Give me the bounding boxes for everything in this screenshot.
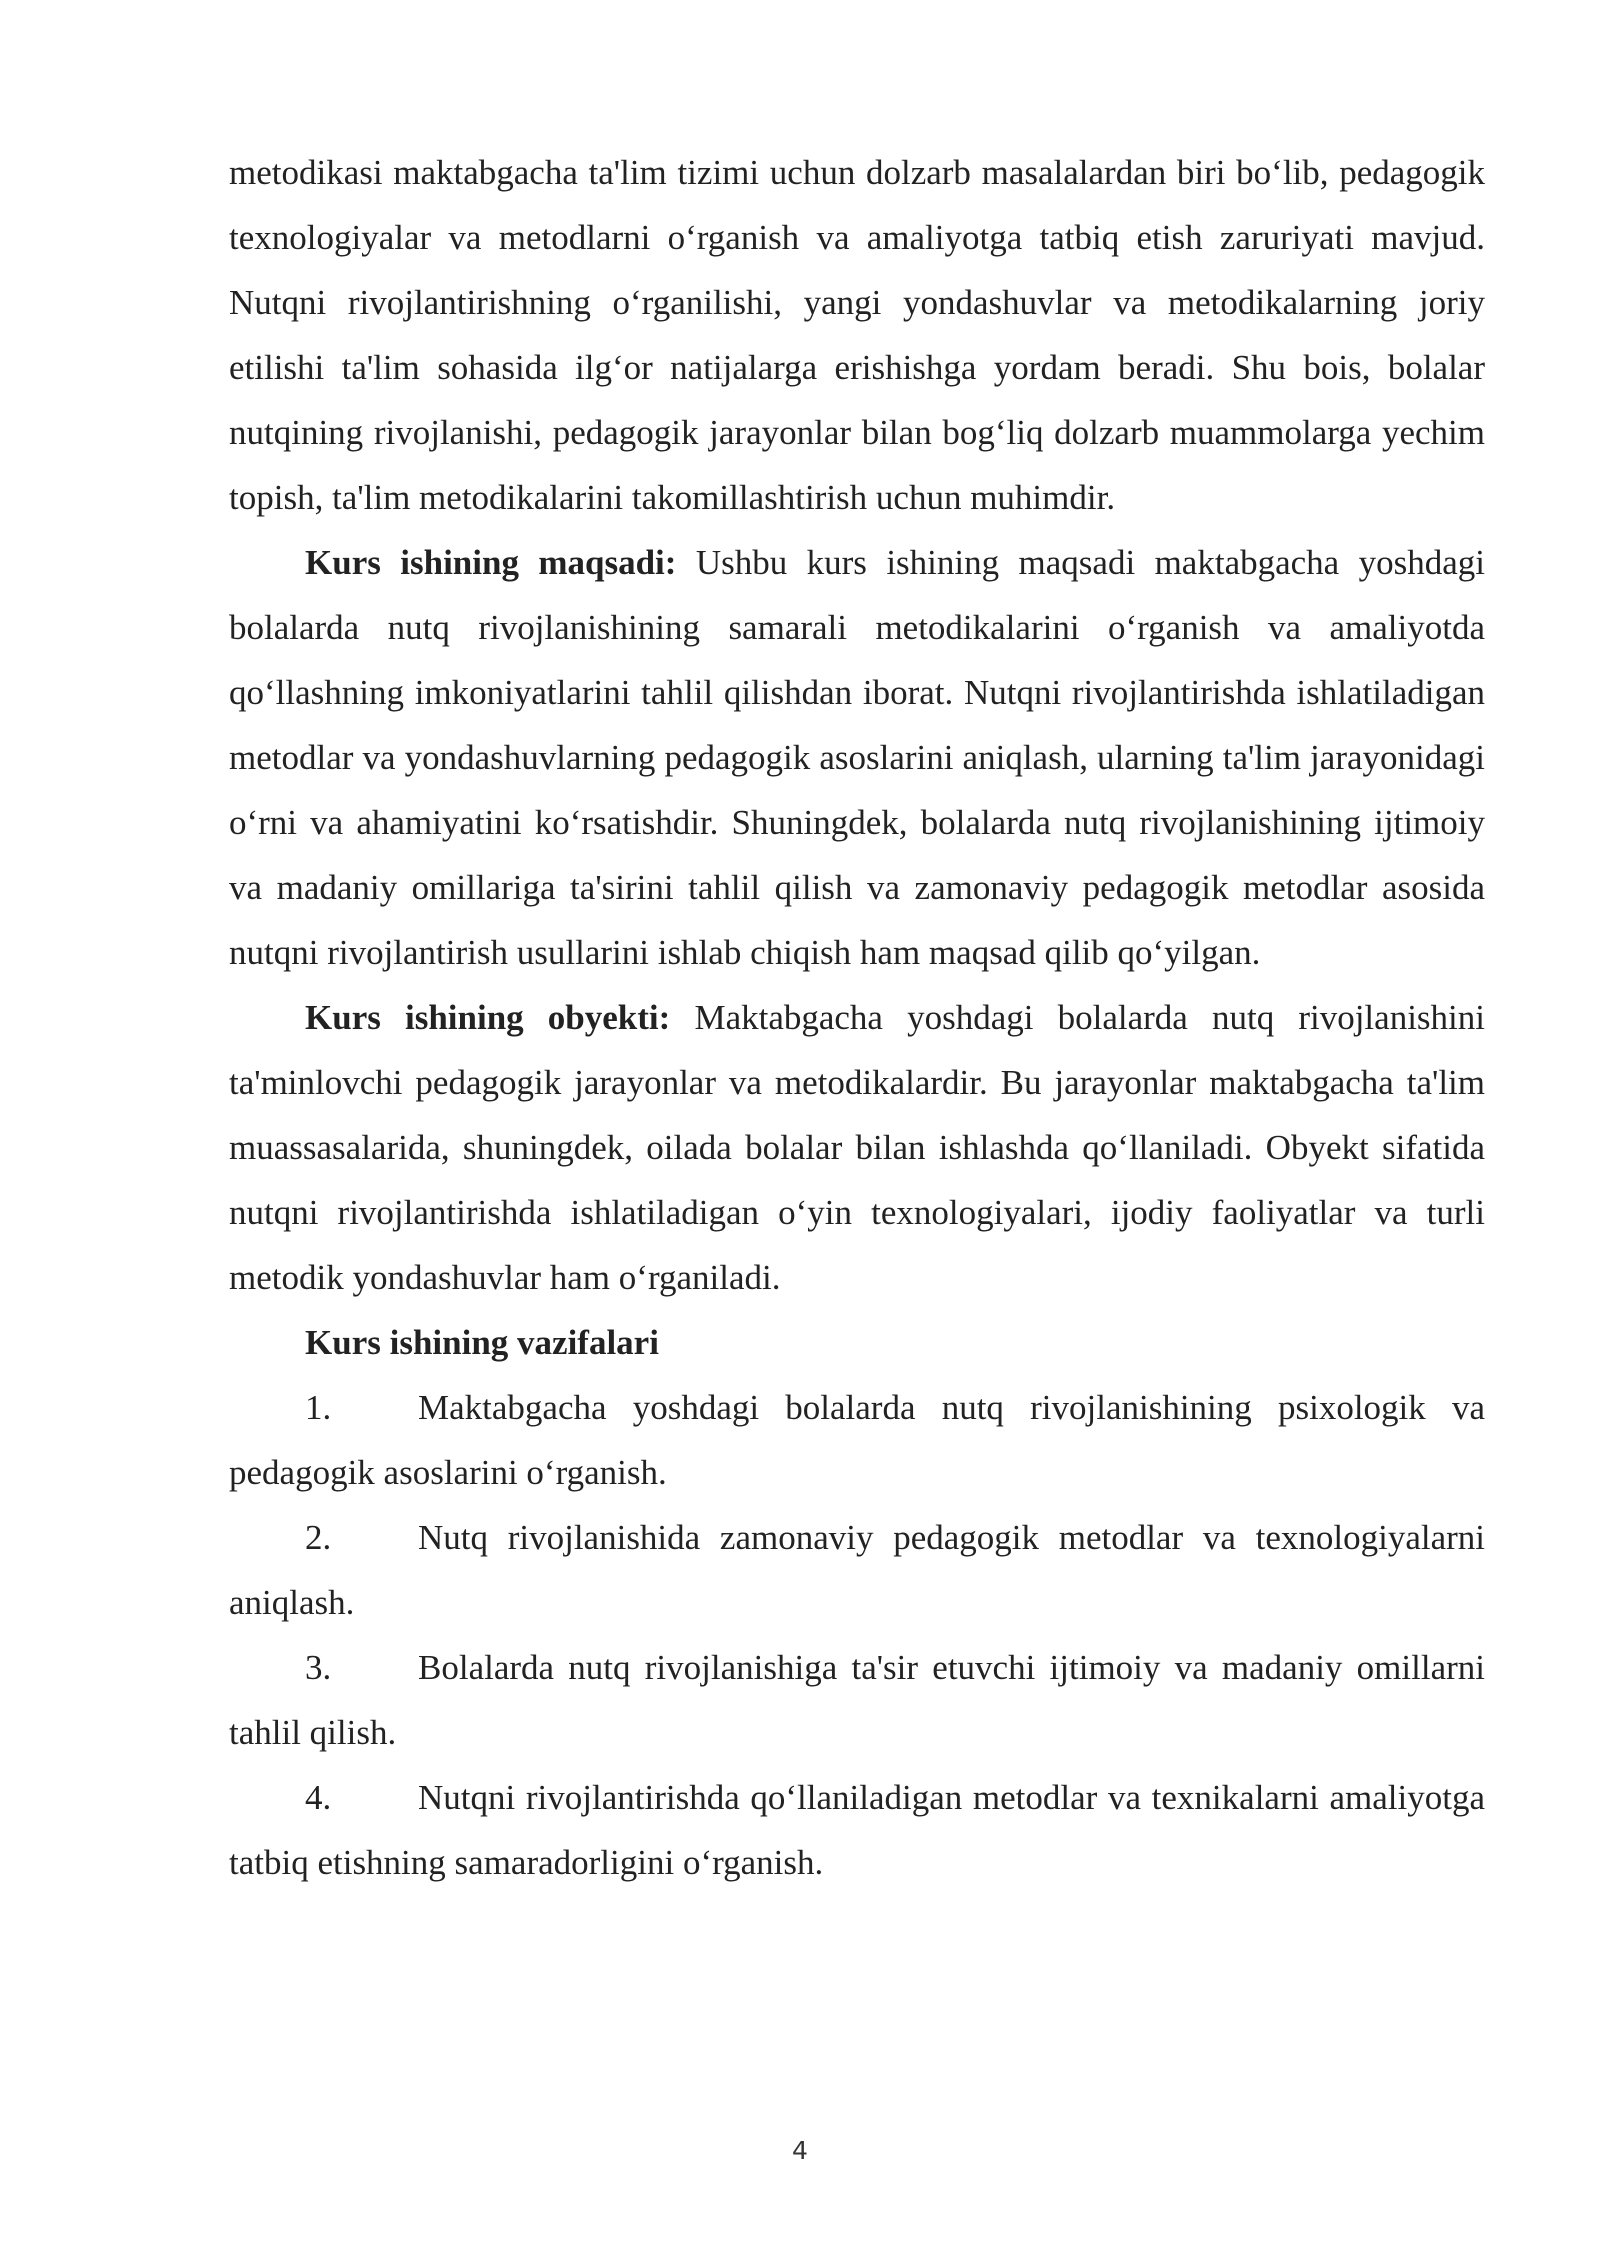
task-number-2: 2. (305, 1518, 332, 1557)
object-paragraph (229, 985, 1485, 1310)
task-number-1: 1. (305, 1388, 332, 1427)
intro-paragraph: metodikasi maktabgacha ta'lim tizimi uchun dolzarb masalalardan biri bo‘lib, pedagogik texnologiyalar va metodlarni o‘rganish va amaliyotga tatbiq etish zaruriyati mavjud. Nutqni rivojlantirishning o‘rganilishi, yangi yondashuvlar va metodikalarning joriy etilishi ta'lim sohasida ilg‘or natijalarga erishishga yordam beradi. Shu bois, bolalar nutqining rivojlanishi, pedagogik jarayonlar bilan bog‘liq dolzarb muammolarga yechim topish, ta'lim metodikalarini takomillashtirish uchun muhimdir. (229, 153, 1485, 517)
task-text-1: Maktabgacha yoshdagi bolalarda nutq rivojlanishining psixologik va pedagogik asoslarini o‘rganish. (229, 1388, 1485, 1492)
goal-label: Kurs ishining maqsadi: (305, 543, 677, 582)
task-item-1 (229, 1375, 1485, 1505)
page-number: 4 (792, 2136, 808, 2165)
goal-paragraph (229, 530, 1485, 985)
task-number-3: 3. (305, 1648, 332, 1687)
task-item-4 (229, 1765, 1485, 1895)
task-text-3: Bolalarda nutq rivojlanishiga ta'sir etuvchi ijtimoiy va madaniy omillarni tahlil qilish. (229, 1648, 1485, 1752)
task-item-2 (229, 1505, 1485, 1635)
document-page (229, 140, 1485, 1895)
object-text: Maktabgacha yoshdagi bolalarda nutq rivojlanishini ta'minlovchi pedagogik jarayonlar va metodikalardir. Bu jarayonlar maktabgacha ta'lim muassasalarida, shuningdek, oilada bolalar bilan ishlashda qo‘llaniladi. Obyekt sifatida nutqni rivojlantirishda ishlatiladigan o‘yin texnologiyalari, ijodiy faoliyatlar va turli metodik yondashuvlar ham o‘rganiladi. (229, 998, 1485, 1297)
task-item-3 (229, 1635, 1485, 1765)
tasks-heading: Kurs ishining vazifalari (305, 1323, 659, 1362)
task-text-4: Nutqni rivojlantirishda qo‘llaniladigan metodlar va texnikalarni amaliyotga tatbiq etishning samaradorligini o‘rganish. (229, 1778, 1485, 1882)
goal-text: Ushbu kurs ishining maqsadi maktabgacha yoshdagi bolalarda nutq rivojlanishining samarali metodikalarini o‘rganish va amaliyotda qo‘llashning imkoniyatlarini tahlil qilishdan iborat. Nutqni rivojlantirishda ishlatiladigan metodlar va yondashuvlarning pedagogik asoslarini aniqlash, ularning ta'lim jarayonidagi o‘rni va ahamiyatini ko‘rsatishdir. Shuningdek, bolalarda nutq rivojlanishining ijtimoiy va madaniy omillariga ta'sirini tahlil qilish va zamonaviy pedagogik metodlar asosida nutqni rivojlantirish usullarini ishlab chiqish ham maqsad qilib qo‘yilgan. (229, 543, 1485, 972)
task-number-4: 4. (305, 1778, 332, 1817)
task-text-2: Nutq rivojlanishida zamonaviy pedagogik metodlar va texnologiyalarni aniqlash. (229, 1518, 1485, 1622)
object-label: Kurs ishining obyekti: (305, 998, 671, 1037)
